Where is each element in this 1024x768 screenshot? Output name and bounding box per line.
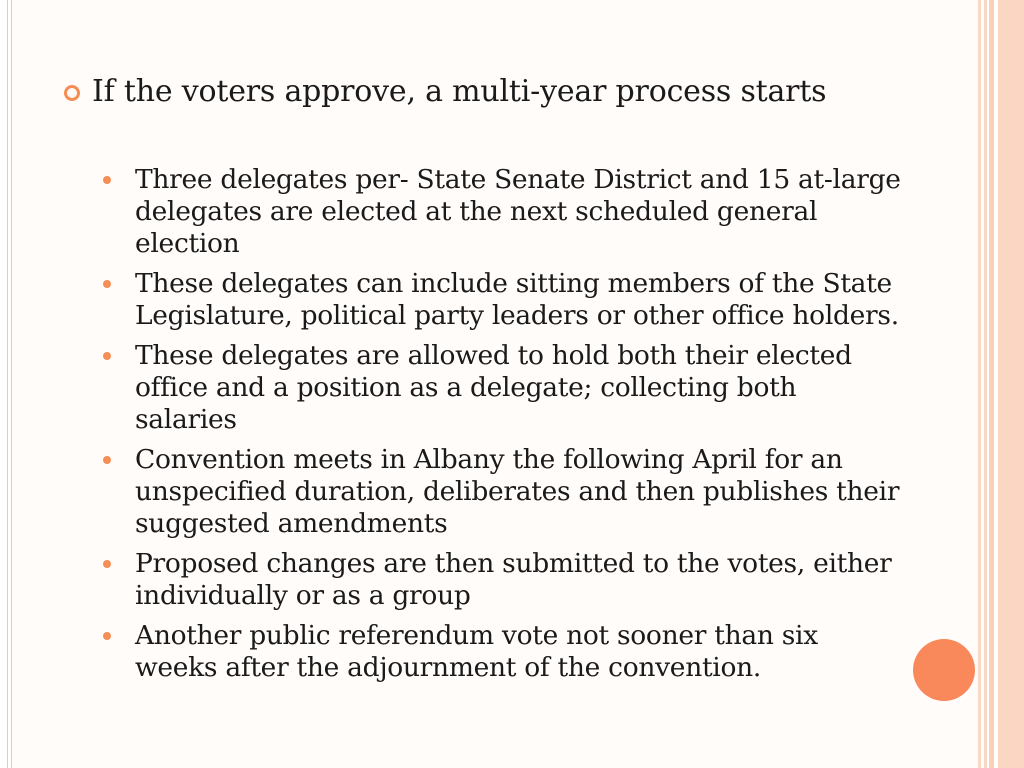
filled-circle-bullet-icon <box>103 280 111 288</box>
list-item-text: Three delegates per- State Senate District and 15 at-large delegates are elected at the next scheduled general election <box>135 164 901 259</box>
list-item <box>103 444 903 540</box>
filled-circle-bullet-icon <box>103 560 111 568</box>
filled-circle-bullet-icon <box>103 632 111 640</box>
list-item-text: Another public referendum vote not sooner than six weeks after the adjournment of the convention. <box>135 620 818 683</box>
list-item <box>103 164 903 260</box>
list-item <box>103 548 903 612</box>
list-item-text: These delegates are allowed to hold both their elected office and a position as a delegate; collecting both salaries <box>135 340 852 435</box>
filled-circle-bullet-icon <box>103 176 111 184</box>
list-item <box>103 340 903 436</box>
stripe-2 <box>984 0 987 768</box>
filled-circle-bullet-icon <box>103 456 111 464</box>
list-item <box>103 268 903 332</box>
sub-bullet-list <box>103 164 903 692</box>
list-item <box>103 620 903 684</box>
stripe-1 <box>978 0 981 768</box>
orange-circle-icon <box>913 639 975 701</box>
filled-circle-bullet-icon <box>103 352 111 360</box>
hollow-circle-bullet-icon <box>64 85 80 101</box>
main-point-text: If the voters approve, a multi-year process starts <box>92 74 827 109</box>
stripe-4 <box>998 0 1024 768</box>
stripe-3 <box>989 0 994 768</box>
list-item-text: Convention meets in Albany the following April for an unspecified duration, deliberates and then publishes their suggested amendments <box>135 444 900 539</box>
list-item-text: These delegates can include sitting members of the State Legislature, political party leaders or other office holders. <box>135 268 899 331</box>
list-item-text: Proposed changes are then submitted to the votes, either individually or as a group <box>135 548 892 611</box>
right-stripe-decoration <box>978 0 1024 768</box>
